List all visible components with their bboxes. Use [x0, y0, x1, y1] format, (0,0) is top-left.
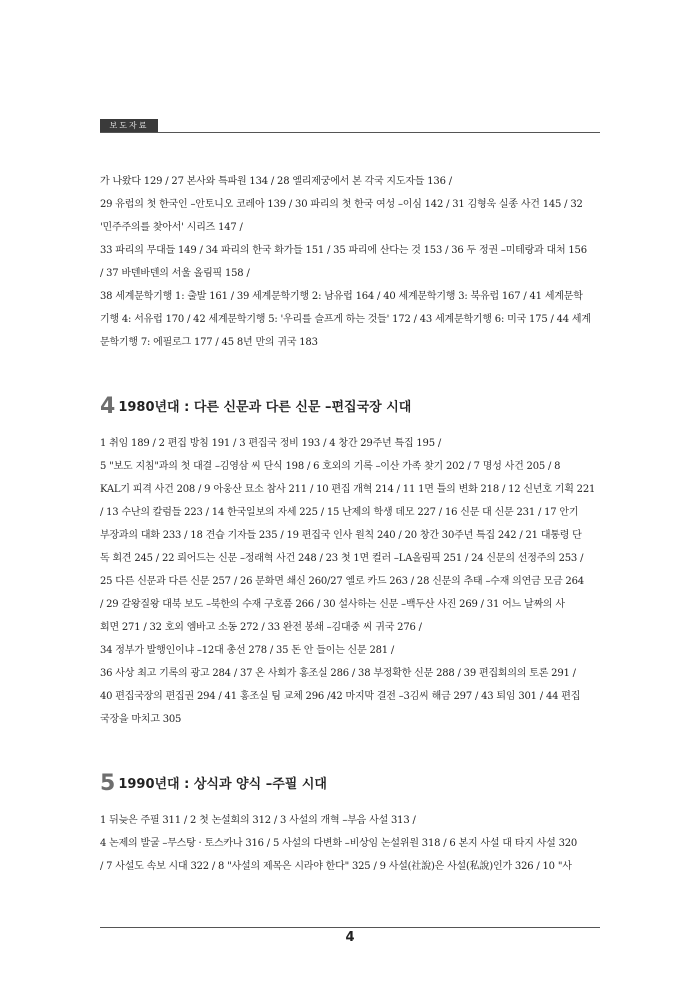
- toc-line: 가 나왔다 129 / 27 본사와 특파원 134 / 28 엘리제궁에서 본 각국 지도자들 136 /: [100, 176, 452, 187]
- toc-line: 34 정부가 발행인이냐 –12대 총선 278 / 35 돈 안 들이는 신문 281 /: [100, 645, 395, 656]
- press-release-label: 보도자료: [100, 119, 158, 132]
- toc-line: 38 세계문학기행 1: 출발 161 / 39 세계문학기행 2: 남유럽 164 / 40 세계문학기행 3: 북유럽 167 / 41 세계문학: [100, 291, 583, 302]
- intro-continuation: [100, 170, 600, 354]
- toc-line: 5 "보도 지침"과의 첫 대결 –김영삼 씨 단식 198 / 6 호외의 기록 –이산 가족 찾기 202 / 7 명성 사건 205 / 8: [100, 461, 561, 472]
- section-5-heading: [100, 765, 600, 795]
- section-number: 5: [100, 771, 116, 796]
- toc-line: 1 뒤늦은 주필 311 / 2 첫 논설회의 312 / 3 사설의 개혁 –부음 사설 313 /: [100, 815, 416, 826]
- toc-line: 국장을 마치고 305: [100, 714, 182, 725]
- page-number: 4: [345, 930, 355, 945]
- toc-line: 29 유럽의 첫 한국인 –안토니오 코레아 139 / 30 파리의 첫 한국 여성 –이심 142 / 31 김형욱 실종 사건 145 / 32: [100, 199, 583, 210]
- toc-line: 33 파리의 무대들 149 / 34 파리의 한국 화가들 151 / 35 파리에 산다는 것 153 / 36 두 정권 –미테랑과 대처 156: [100, 245, 587, 256]
- footer-rule: [100, 927, 600, 928]
- toc-line: 36 사상 최고 기록의 광고 284 / 37 온 사회가 홍조실 286 / 38 부정확한 신문 288 / 39 편집회의의 토론 291 /: [100, 668, 576, 679]
- toc-line: / 37 바덴바덴의 서울 올림픽 158 /: [100, 268, 250, 279]
- toc-line: / 7 사설도 속보 시대 322 / 8 "사설의 제목은 시라야 한다" 325 / 9 사설(社說)은 사설(私說)인가 326 / 10 "사: [100, 861, 572, 872]
- toc-line: 독 회견 245 / 22 뢰어드는 신문 –정래혁 사건 248 / 23 첫 1면 컬러 –LA올림픽 251 / 24 신문의 선정주의 253 /: [100, 553, 584, 564]
- section-title: 1980년대 : 다른 신문과 다른 신문 –편집국장 시대: [118, 400, 412, 415]
- toc-line: 40 편집국장의 편집권 294 / 41 홍조실 팀 교체 296 /42 마지막 결전 –3김씨 해금 297 / 43 퇴임 301 / 44 편집: [100, 691, 581, 702]
- toc-line: 회면 271 / 32 호외 엠바고 소동 272 / 33 완전 봉쇄 –김대중 씨 귀국 276 /: [100, 622, 422, 633]
- toc-line: 기행 4: 서유럽 170 / 42 세계문학기행 5: '우리를 슬프게 하는 것들' 172 / 43 세계문학기행 6: 미국 175 / 44 세계: [100, 314, 591, 325]
- toc-line: '민주주의를 찾아서' 시리즈 147 /: [100, 222, 243, 233]
- header-rule: [100, 132, 600, 133]
- toc-line: / 13 수난의 칼럼들 223 / 14 한국일보의 자세 225 / 15 난제의 학생 데모 227 / 16 신문 대 신문 231 / 17 안기: [100, 507, 579, 518]
- toc-line: 25 다른 신문과 다른 신문 257 / 26 문화면 쇄신 260/27 엘로 카드 263 / 28 신문의 추태 –수재 의연금 모금 264: [100, 576, 584, 587]
- section-5-entries: [100, 809, 600, 878]
- section-title: 1990년대 : 상식과 양식 –주필 시대: [118, 777, 327, 792]
- toc-line: KAL기 피격 사건 208 / 9 아웅산 묘소 참사 211 / 10 편집 개혁 214 / 11 1면 틀의 변화 218 / 12 신년호 기획 221: [100, 484, 596, 495]
- toc-line: / 29 갈왕질왕 대북 보도 –북한의 수재 구호품 266 / 30 설사하는 신문 –백두산 사진 269 / 31 어느 날짜의 사: [100, 599, 565, 610]
- toc-line: 부장과의 대화 233 / 18 견습 기자들 235 / 19 편집국 인사 원칙 240 / 20 창간 30주년 특집 242 / 21 대통령 단: [100, 530, 582, 541]
- section-4-heading: [100, 388, 600, 418]
- toc-line: 1 취임 189 / 2 편집 방침 191 / 3 편집국 정비 193 / 4 창간 29주년 특집 195 /: [100, 438, 442, 449]
- toc-line: 4 논제의 발굴 –무스탕 · 토스카나 316 / 5 사설의 다변화 –비상임 논설위원 318 / 6 본지 사설 대 타지 사설 320: [100, 838, 578, 849]
- toc-line: 문학기행 7: 에필로그 177 / 45 8년 만의 귀국 183: [100, 337, 318, 348]
- section-number: 4: [100, 394, 116, 419]
- section-4-entries: [100, 432, 600, 731]
